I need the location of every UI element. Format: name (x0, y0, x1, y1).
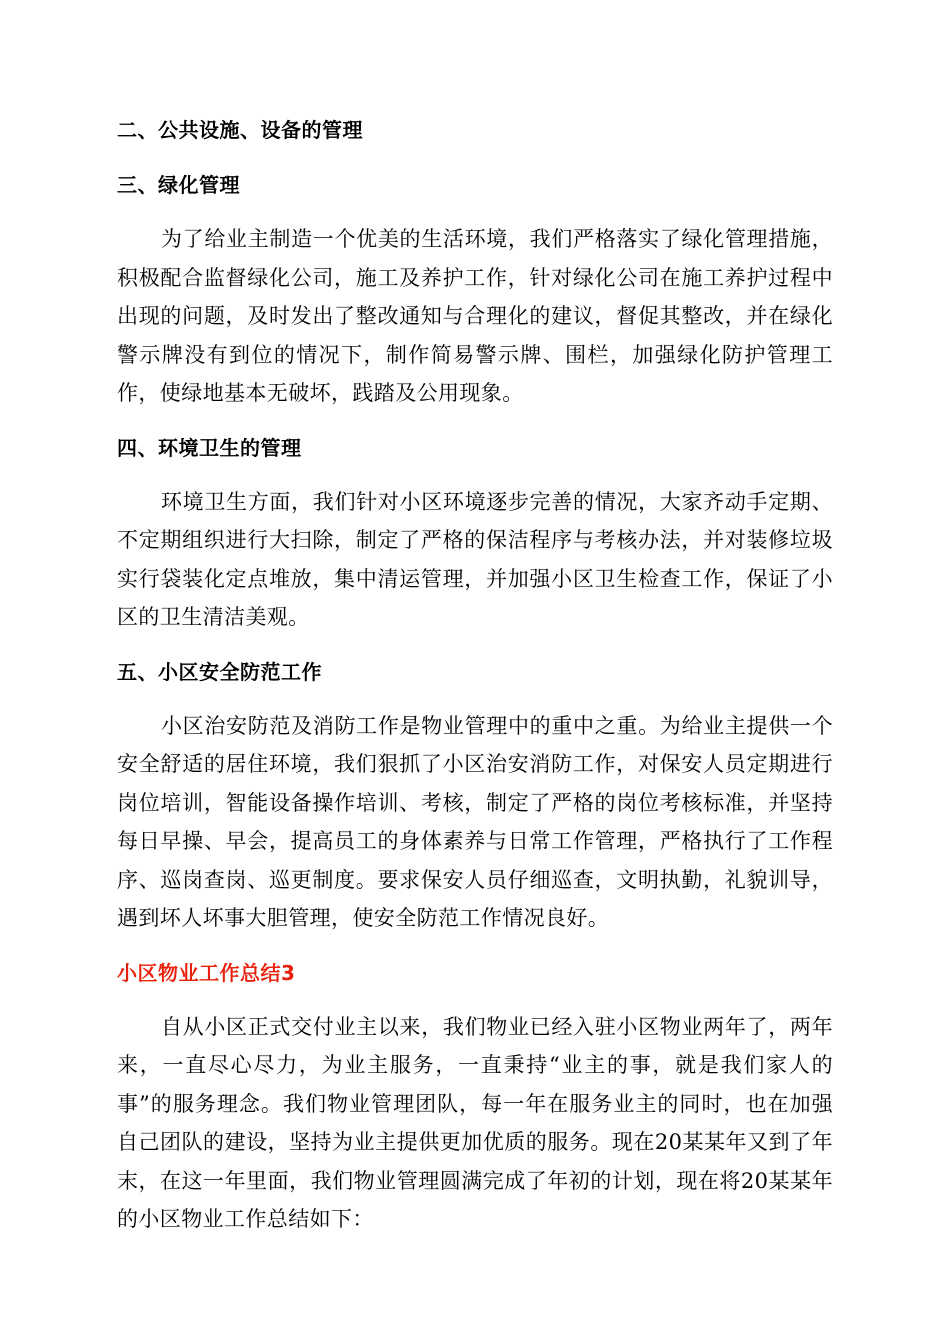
paragraph-security: 小区治安防范及消防工作是物业管理中的重中之重。为给业主提供一个安全舒适的居住环境，我们狠抓了小区治安消防工作，对保安人员定期进行岗位培训，智能设备操作培训、考核，制定了严格的岗位考核标准，并坚持每日早操、早会，提高员工的身体素养与日常工作管理，严格执行了工作程序、巡岗查岗、巡更制度。要求保安人员仔细巡查，文明执勤，礼貌训导，遇到坏人坏事大胆管理，使安全防范工作情况良好。 (117, 713, 833, 930)
paragraph-summary-intro: 自从小区正式交付业主以来，我们物业已经入驻小区物业两年了，两年来，一直尽心尽力，为业主服务，一直秉持“业主的事，就是我们家人的事”的服务理念。我们物业管理团队，每一年在服务业主的同时，也在加强自己团队的建设，坚持为业主提供更加优质的服务。现在20某某年又到了年末，在这一年里面，我们物业管理圆满完成了年初的计划，现在将20某某年的小区物业工作总结如下： (117, 1014, 833, 1231)
section-heading-sanitation: 四、环境卫生的管理 (117, 435, 302, 460)
section-heading-greening: 三、绿化管理 (117, 173, 240, 197)
paragraph-sanitation: 环境卫生方面，我们针对小区环境逐步完善的情况，大家齐动手定期、不定期组织进行大扫除，制定了严格的保洁程序与考核办法，并对装修垃圾实行袋装化定点堆放，集中清运管理，并加强小区卫生检查工作，保证了小区的卫生清洁美观。 (117, 489, 833, 629)
document-page (117, 110, 833, 1254)
document-title-summary-3: 小区物业工作总结3 (117, 960, 296, 985)
paragraph-greening: 为了给业主制造一个优美的生活环境，我们严格落实了绿化管理措施，积极配合监督绿化公司，施工及养护工作，针对绿化公司在施工养护过程中出现的问题，及时发出了整改通知与合理化的建议，督促其整改，并在绿化警示牌没有到位的情况下，制作简易警示牌、围栏，加强绿化防护管理工作，使绿地基本无破坏，践踏及公用现象。 (117, 227, 833, 405)
section-heading-public-facilities: 二、公共设施、设备的管理 (117, 118, 363, 142)
section-heading-security: 五、小区安全防范工作 (117, 659, 322, 684)
